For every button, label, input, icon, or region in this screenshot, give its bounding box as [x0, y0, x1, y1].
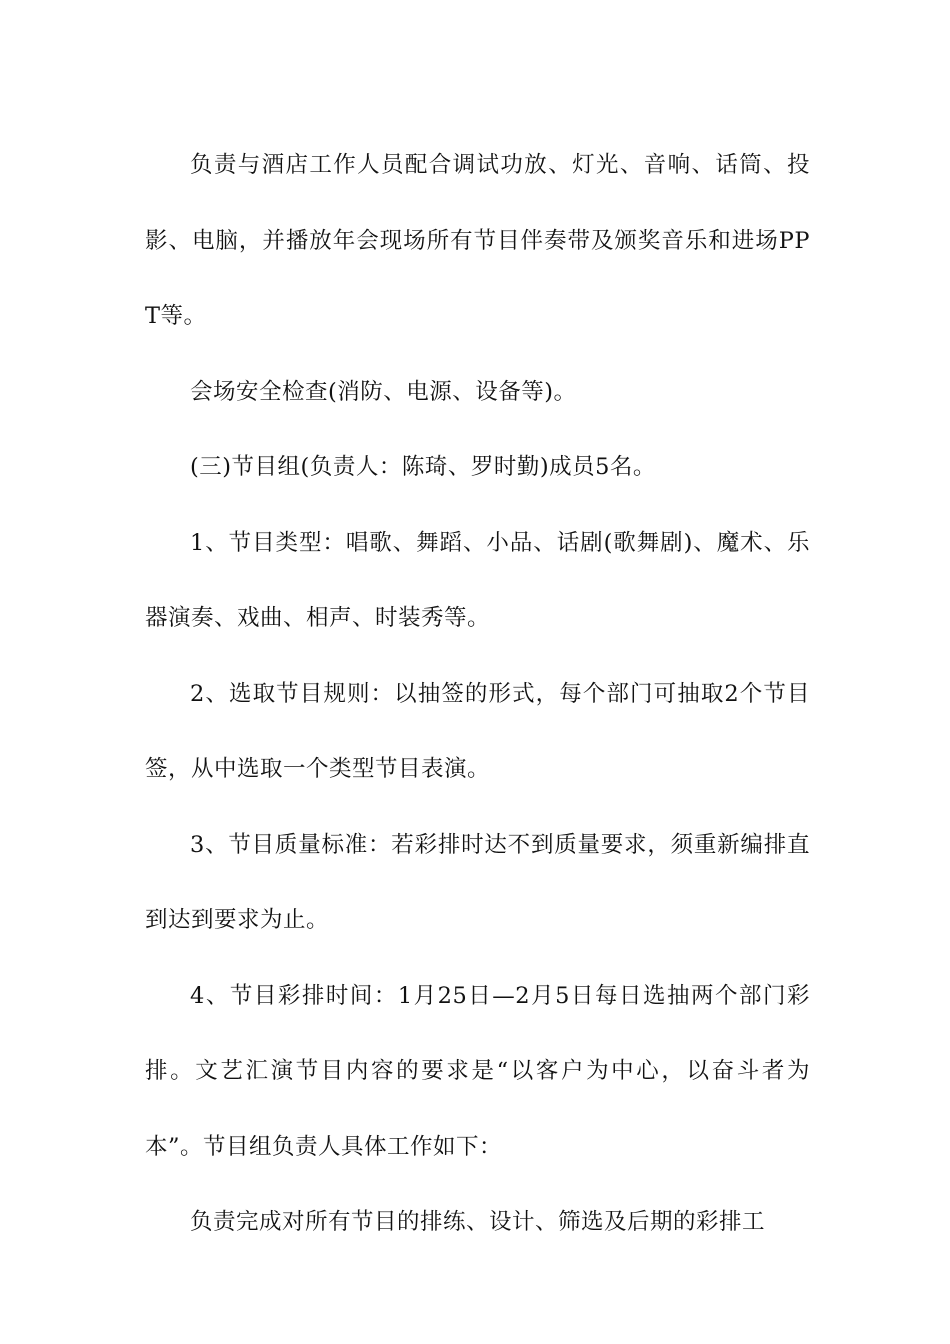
paragraph-program-types: 1、节目类型：唱歌、舞蹈、小品、话剧(歌舞剧)、魔术、乐器演奏、戏曲、相声、时装秀等。	[145, 529, 810, 631]
paragraph-av-setup: 负责与酒店工作人员配合调试功放、灯光、音响、话筒、投影、电脑，并播放年会现场所有节目伴奏带及颁奖音乐和进场PPT等。	[145, 152, 810, 329]
paragraph-selection-rules: 2、选取节目规则：以抽签的形式，每个部门可抽取2个节目签，从中选取一个类型节目表演。	[145, 680, 810, 782]
document-body	[145, 128, 810, 1261]
paragraph-responsibilities: 负责完成对所有节目的排练、设计、筛选及后期的彩排工	[190, 1209, 766, 1235]
paragraph-quality-standard: 3、节目质量标准：若彩排时达不到质量要求，须重新编排直到达到要求为止。	[145, 831, 810, 933]
paragraph-rehearsal-time: 4、节目彩排时间：1月25日—2月5日每日选抽两个部门彩排。文艺汇演节目内容的要求是“以客户为中心，以奋斗者为本”。节目组负责人具体工作如下：	[145, 982, 810, 1160]
paragraph-program-group: (三)节目组(负责人：陈琦、罗时勤)成员5名。	[190, 454, 656, 480]
paragraph-safety-check: 会场安全检查(消防、电源、设备等)。	[190, 378, 577, 405]
